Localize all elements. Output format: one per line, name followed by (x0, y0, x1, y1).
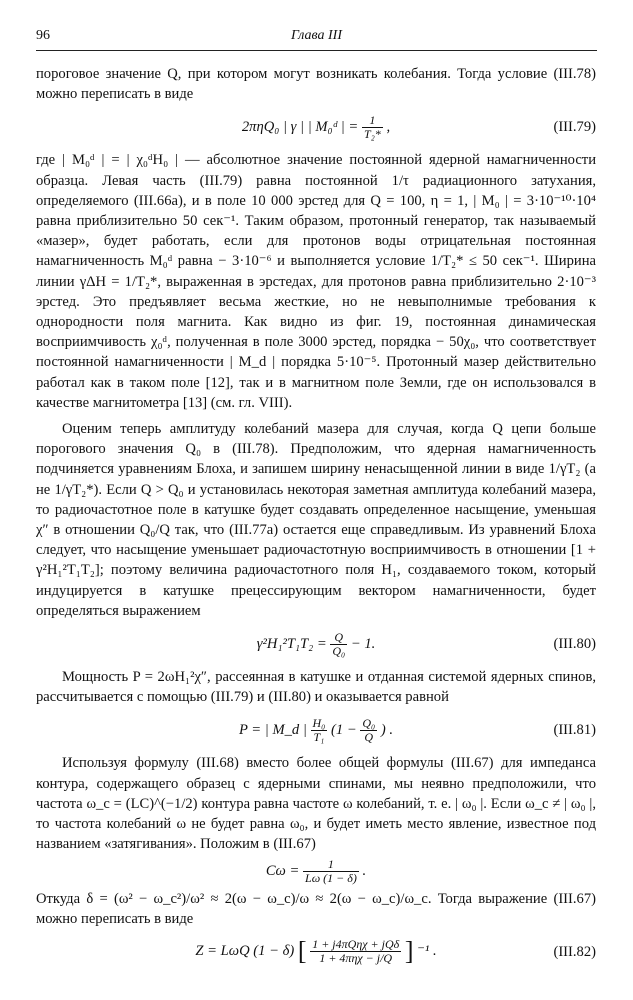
paragraph: Мощность P = 2ωH₁²χ″, рассеянная в катушке и отданная системой ядерных спинов, рассчитывается с помощью (III.79) и (III.80) и оказывается равной (36, 669, 596, 706)
paragraph: Используя формулу (III.68) вместо более общей формулы (III.67) для импеданса контура, содержащего образец с ядерными спинами, мы неявно предположили, что частота ω_c = (LC)^(−1/2) контура равна частоте ω колебаний, т. е. | ω₀ |. Если ω_c ≠ | ω₀ |, то частота колебаний ω не будет равна ω₀, и будет иметь место явление, известное под названием «затягивания». Положим в (III.67) (36, 755, 596, 853)
page-number: 96 (36, 28, 50, 43)
equation-III-81: P = | M_d | $\frac{\text{H₀}}{\text{T₁}}$ (1 − $\frac{\text{Q₀}}{Q}$ ) . (III.81) (239, 715, 596, 744)
header-rule (36, 50, 597, 51)
equation-cw: Cω = $\frac{1}{L\omega (1 - \delta)}$ . (265, 857, 367, 885)
equation-III-82: Z = LωQ (1 − δ) [ $\frac{\text{1 + j4πQηχ + jQδ}}{\text{1 + 4πηχ − j/Q}}$ ] ⁻¹ . (III.82) (195, 936, 596, 966)
page-header (36, 26, 597, 48)
equation-III-80: γ²H₁²T₁T₂ = $\frac{Q}{\text{Q₀}}$ − 1. (III.80) (256, 629, 596, 658)
equation-number: (III.79) (553, 119, 596, 136)
equation-number: (III.82) (553, 943, 596, 960)
paragraph: пороговое значение Q, при котором могут возникать колебания. Тогда условие (III.78) можно переписать в виде (36, 66, 596, 103)
paragraph: Откуда δ = (ω² − ω_c²)/ω² ≈ 2(ω − ω_c)/ω ≈ 2(ω − ω_c)/ω_c. Тогда выражение (III.67) можно переписать в виде (36, 890, 596, 927)
page-body (36, 64, 596, 975)
equation-number: (III.80) (553, 635, 596, 652)
paragraph: где | M₀ᵈ | = | χ₀ᵈH₀ | — абсолютное значение постоянной ядерной намагниченности образца. Левая часть (III.79) равна постоянной 1/τ радиационного затухания, определяемого (III.66а), и в поле 10 000 эрстед для Q = 100, η = 1, | M₀ | = 3·10⁻¹⁰·10⁴ равна приблизительно 50 сек⁻¹. Таким образом, протонный генератор, так называемый «мазер», будет работать, если для протонов воды отрицательная постоянная намагниченность M₀ᵈ равна − 3·10⁻⁶ и выполняется условие 1/T₂* ≤ 50 сек⁻¹. Ширина линии γΔH = 1/T₂*, выраженная в эрстедах, для протонов равна приблизительно 2·10⁻³ эрстед. Это предъявляет весьма жесткие, но не невыполнимые требования к однородности поля магнита. Как видно из фиг. 19, постоянная динамическая восприимчивость χ₀ᵈ, полученная в поле 3000 эрстед, порядка − 50χ₀, что соответствует постоянной намагниченности | M_d | порядка 5·10⁻⁵. Протонный мазер действительно работал как в таком поле [12], так и в магнитном поле Земли, где он использовался в качестве магнитометра [13] (см. гл. VIII). (36, 152, 596, 411)
running-head: Глава III (291, 28, 342, 43)
equation-number: (III.81) (553, 722, 596, 739)
paragraph: Оценим теперь амплитуду колебаний мазера для случая, когда Q цепи больше порогового значения Q₀ в (III.78). Предположим, что ядерная намагниченность подчиняется уравнениям Блоха, и запишем ширину ненасыщенной линии в виде 1/γT₂ (а не 1/γT₂*). Если Q > Q₀ и установилась некоторая заметная амплитуда колебаний мазера, то радиочастотное поле в катушке будет создавать определенное насыщение, уменьшая χ″ в отношении Q₀/Q так, что (III.77а) остается еще справедливым. Из уравнений Блоха следует, что насыщение уменьшает радиочастотную восприимчивость в отношении [1 + γ²H₁²T₁T₂]; поэтому величина радиочастотного поля H₁, создаваемого током, который индуцируется в катушке прецессирующим вектором намагниченности, будет определяться выражением (36, 421, 596, 619)
equation-III-79: 2πηQ₀ | γ | | M₀ᵈ | = $\frac{1}{\text{T₂*}}$ , (III.79) (241, 112, 596, 141)
